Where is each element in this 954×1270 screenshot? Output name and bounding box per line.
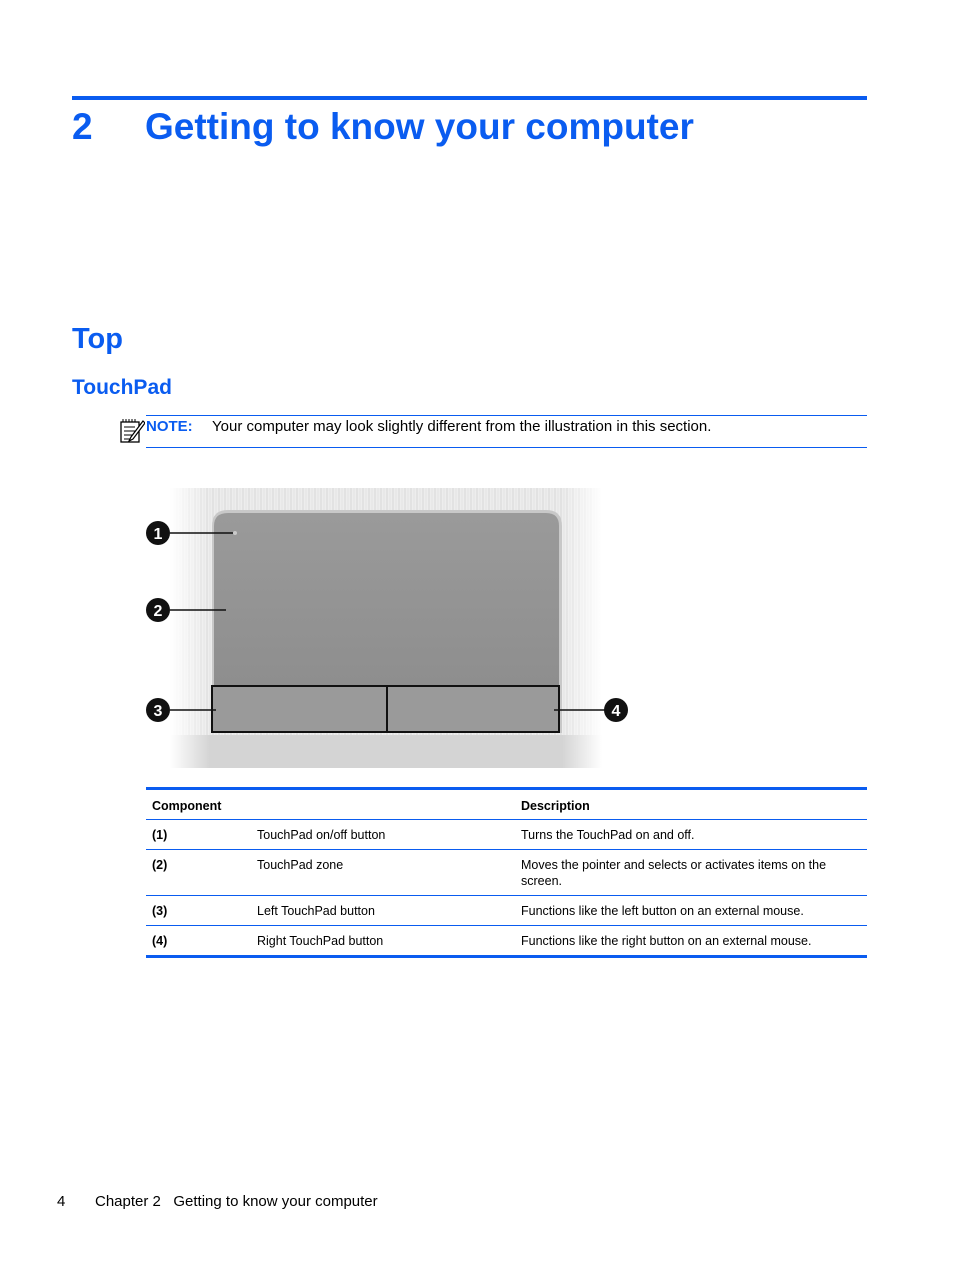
component-table bbox=[146, 787, 867, 958]
row-number: (2) bbox=[146, 850, 251, 896]
footer-text: Chapter 2 Getting to know your computer bbox=[95, 1193, 378, 1210]
row-description: Functions like the left button on an external mouse. bbox=[515, 896, 867, 926]
row-component: TouchPad zone bbox=[251, 850, 515, 896]
chapter-number: 2 bbox=[72, 106, 93, 147]
page-number: 4 bbox=[57, 1193, 66, 1210]
left-touchpad-button bbox=[212, 686, 387, 732]
callout-1 bbox=[146, 521, 170, 545]
row-number: (4) bbox=[152, 934, 168, 948]
note-text: Your computer may look slightly different from the illustration in this section. bbox=[212, 418, 712, 435]
svg-text:3: 3 bbox=[153, 703, 163, 720]
touchpad-on-off-indicator bbox=[233, 531, 237, 535]
note-box bbox=[146, 415, 867, 448]
svg-text:4: 4 bbox=[611, 703, 621, 720]
header-description: Description bbox=[515, 789, 867, 820]
chapter-title-text: Getting to know your computer bbox=[145, 106, 694, 147]
table-header-row bbox=[146, 789, 867, 820]
row-component: TouchPad on/off button bbox=[251, 820, 515, 850]
row-description: Turns the TouchPad on and off. bbox=[515, 820, 867, 850]
table-row bbox=[146, 820, 867, 850]
chapter-rule bbox=[72, 96, 867, 100]
touchpad-illustration bbox=[140, 480, 640, 775]
header-component: Component bbox=[146, 789, 251, 820]
table-row bbox=[146, 926, 867, 957]
row-number: (3) bbox=[146, 896, 251, 926]
chapter-title bbox=[72, 106, 694, 148]
touchpad-zone bbox=[214, 513, 559, 686]
row-component: Left TouchPad button bbox=[251, 896, 515, 926]
row-description: Functions like the right button on an external mouse. bbox=[521, 934, 812, 948]
note-label: NOTE: bbox=[146, 418, 193, 435]
callout-3 bbox=[146, 698, 170, 722]
callout-2 bbox=[146, 598, 170, 622]
callout-4 bbox=[604, 698, 628, 722]
subsection-heading: TouchPad bbox=[72, 376, 172, 399]
right-touchpad-button bbox=[387, 686, 559, 732]
page-footer bbox=[57, 1193, 378, 1210]
svg-text:2: 2 bbox=[153, 603, 163, 620]
note-icon bbox=[119, 418, 145, 444]
section-heading: Top bbox=[72, 323, 123, 355]
svg-text:1: 1 bbox=[153, 526, 163, 543]
header-blank bbox=[251, 789, 515, 820]
table-row bbox=[146, 896, 867, 926]
table-row bbox=[146, 850, 867, 896]
row-component: Right TouchPad button bbox=[257, 934, 384, 948]
row-description: Moves the pointer and selects or activates items on the screen. bbox=[515, 850, 867, 896]
row-number: (1) bbox=[146, 820, 251, 850]
